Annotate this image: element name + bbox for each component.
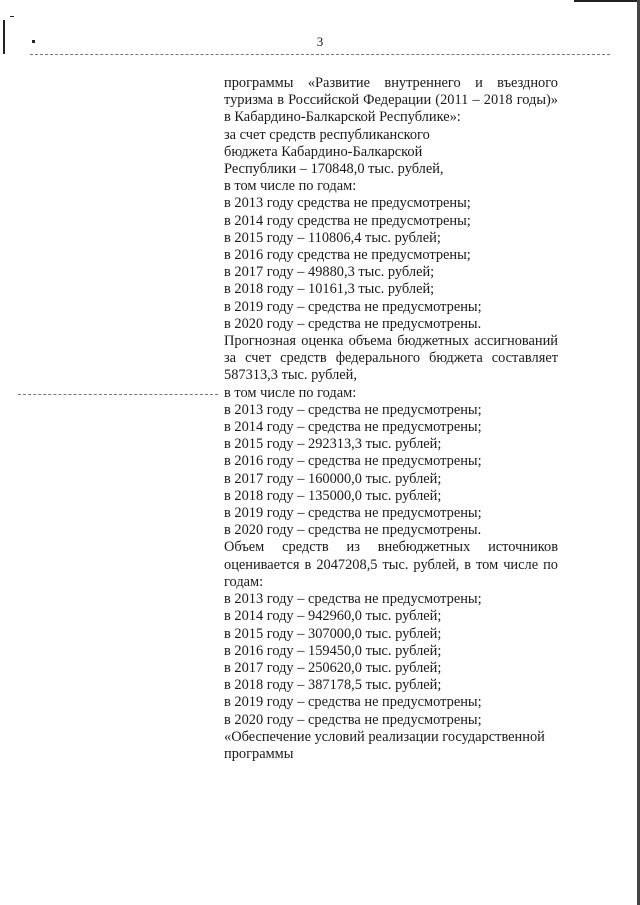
paragraph: в 2016 году – 159450,0 тыс. рублей; [224,642,442,659]
paragraph: Республики – 170848,0 тыс. рублей, [224,161,444,178]
paragraph: «Обеспечение условий реализации государственной программы [224,728,545,762]
paragraph: в 2018 году – 10161,3 тыс. рублей; [224,281,435,298]
paragraph: в 2014 году – 942960,0 тыс. рублей; [224,608,442,625]
paragraph: в 2017 году – 49880,3 тыс. рублей; [224,264,435,281]
page-number: 3 [316,34,324,49]
paragraph: бюджета Кабардино-Балкарской [224,143,423,160]
scan-mark-left-tick [10,16,14,17]
paragraph: программы «Развитие внутреннего и въездного туризма в Российской Федерации (2011 – 2018 годы)» в Кабардино-Балкарской Республике»: [224,75,558,126]
paragraph: в 2013 году – средства не предусмотрены; [224,401,482,418]
paragraph: в 2019 году – средства не предусмотрены; [224,298,482,315]
document-body [224,75,558,763]
scan-mark-top-right [574,0,640,2]
table-rule-middle [18,394,218,395]
paragraph: в 2014 году – средства не предусмотрены; [224,419,482,436]
paragraph: в 2013 году – средства не предусмотрены; [224,591,482,608]
paragraph: в 2020 году – средства не предусмотрены. [224,315,482,332]
paragraph: в 2020 году – средства не предусмотрены. [224,522,482,539]
paragraph: Объем средств из внебюджетных источников оценивается в 2047208,5 тыс. рублей, в том числе по годам: [224,539,558,590]
paragraph: в 2015 году – 292313,3 тыс. рублей; [224,436,442,453]
paragraph: в 2019 году – средства не предусмотрены; [224,694,482,711]
paragraph: в 2016 году – средства не предусмотрены; [224,453,482,470]
paragraph: в 2013 году средства не предусмотрены; [224,195,471,212]
paragraph: в 2015 году – 110806,4 тыс. рублей; [224,229,441,246]
paragraph: в том числе по годам: [224,384,357,401]
paragraph: в 2017 году – 160000,0 тыс. рублей; [224,470,442,487]
paragraph: в 2019 году – средства не предусмотрены; [224,505,482,522]
paragraph: в 2018 году – 387178,5 тыс. рублей; [224,677,442,694]
table-rule-top [30,54,610,55]
paragraph: в 2016 году средства не предусмотрены; [224,247,471,264]
paragraph: в 2017 году – 250620,0 тыс. рублей; [224,659,442,676]
paragraph: за счет средств республиканского [224,126,430,143]
paragraph: в том числе по годам: [224,178,357,195]
paragraph: в 2014 году средства не предусмотрены; [224,212,471,229]
paragraph: в 2020 году – средства не предусмотрены; [224,711,482,728]
paragraph: в 2018 году – 135000,0 тыс. рублей; [224,487,442,504]
paragraph: Прогнозная оценка объема бюджетных ассигнований за счет средств федерального бюджета составляет 587313,3 тыс. рублей, [224,333,558,384]
paragraph: в 2015 году – 307000,0 тыс. рублей; [224,625,442,642]
